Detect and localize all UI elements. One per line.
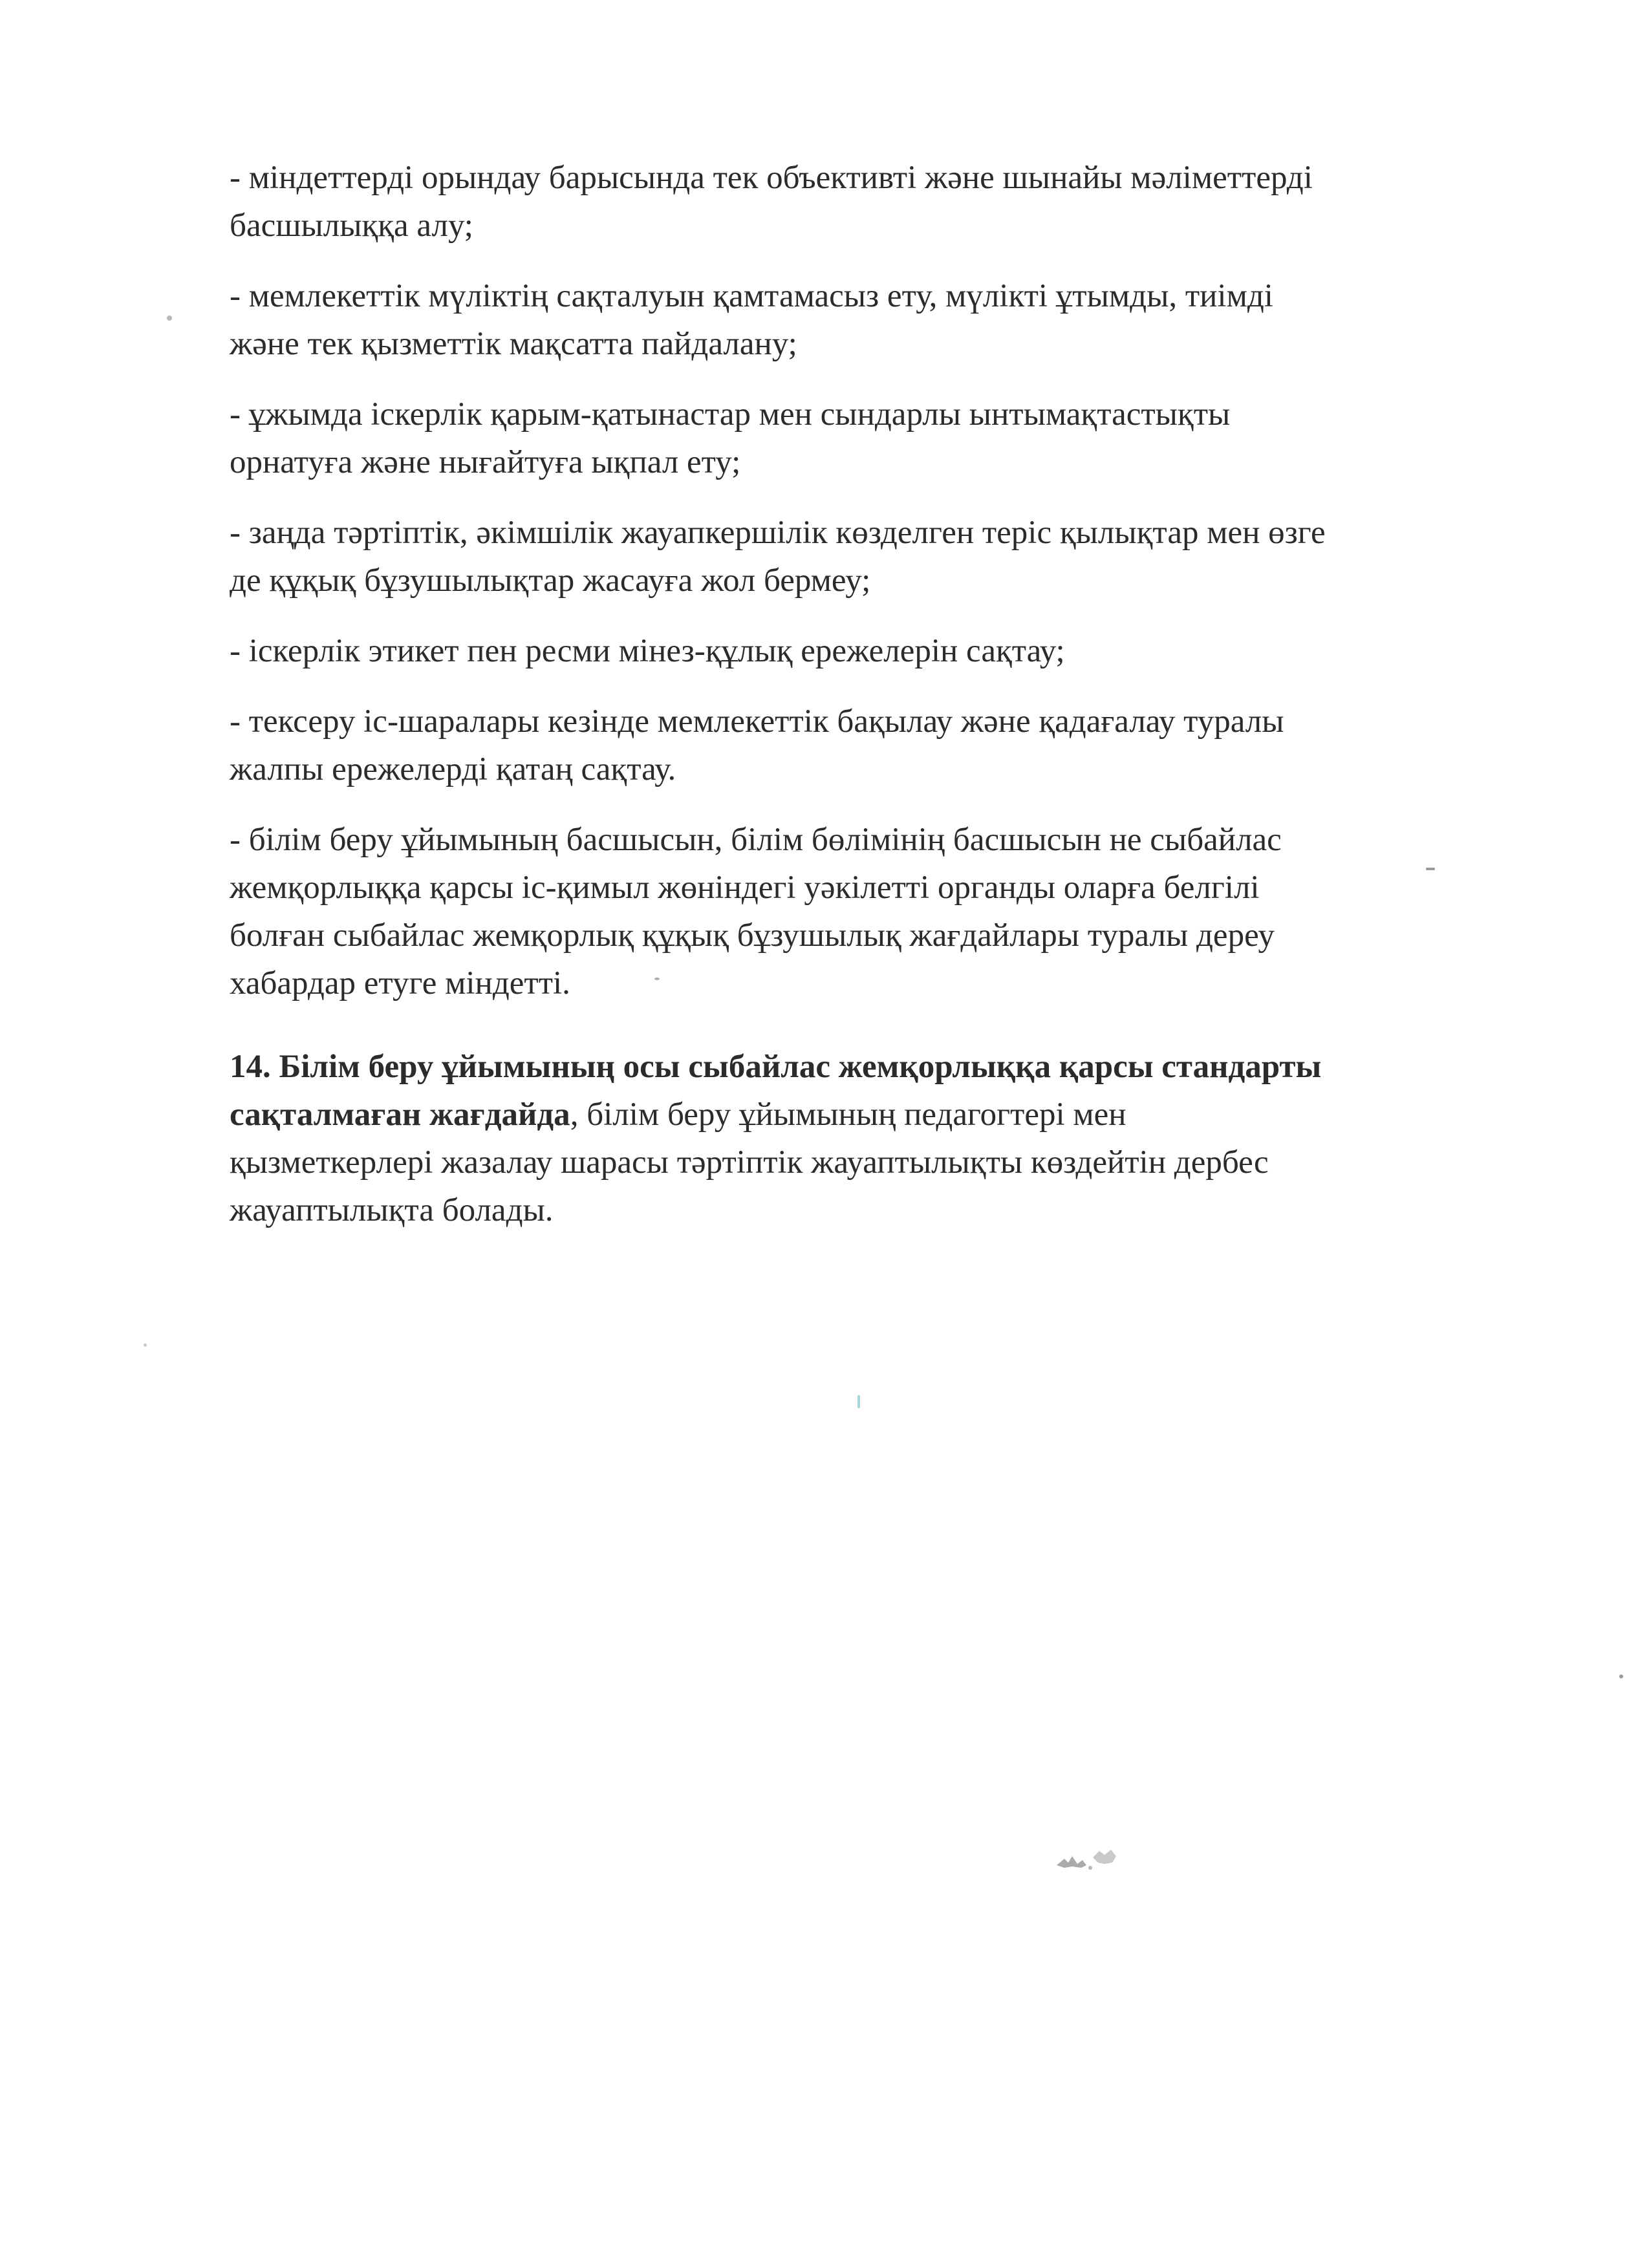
text-line: де құқық бұзушылықтар жасауға жол бермеу; xyxy=(230,562,871,599)
text-line: - мемлекеттік мүліктің сақталуын қамтамасыз ету, мүлікті ұтымды, тиімді xyxy=(230,278,1273,314)
text-line: жалпы ережелерді қатаң сақтау. xyxy=(230,751,676,787)
scan-speck xyxy=(654,978,660,980)
item-14-paragraph xyxy=(230,1043,1497,1234)
text-line: - міндеттерді орындау барысында тек объективті және шынайы мәліметтерді xyxy=(230,160,1313,196)
text-line: басшылыққа алу; xyxy=(230,208,473,244)
item-14-heading-continued: сақталмаған жағдайда xyxy=(230,1097,570,1133)
text-line xyxy=(230,1091,1497,1139)
obligation-paragraph-7 xyxy=(230,816,1497,1007)
obligation-paragraph-2 xyxy=(230,272,1497,368)
document-body xyxy=(230,154,1497,1257)
text-line: - ұжымда іскерлік қарым-қатынастар мен сындарлы ынтымақтастықты xyxy=(230,396,1231,433)
item-14-heading: 14. Білім беру ұйымының осы сыбайлас жемқорлыққа қарсы стандарты xyxy=(230,1049,1322,1085)
obligation-paragraph-4 xyxy=(230,509,1497,604)
item-14-text: , білім беру ұйымының педагогтері мен xyxy=(570,1097,1126,1133)
text-line: болған сыбайлас жемқорлық құқық бұзушылық жағдайлары туралы дереу xyxy=(230,917,1275,954)
scan-speck xyxy=(144,1343,147,1347)
scan-speck xyxy=(167,316,172,321)
scan-speck xyxy=(857,1395,860,1408)
text-line: - заңда тәртіптік, әкімшілік жауапкершілік көзделген теріс қылықтар мен өзге xyxy=(230,515,1326,551)
text-line: орнатуға және нығайтуға ықпал ету; xyxy=(230,444,741,480)
scan-speck xyxy=(1426,868,1435,870)
text-line: жауаптылықта болады. xyxy=(230,1192,554,1228)
text-line: - тексеру іс-шаралары кезінде мемлекеттік бақылау және қадағалау туралы xyxy=(230,703,1284,740)
text-line: хабардар етуге міндетті. xyxy=(230,965,570,1001)
text-line: қызметкерлері жазалау шарасы тәртіптік жауаптылықты көздейтін дербес xyxy=(230,1144,1269,1181)
scan-speck xyxy=(1619,1674,1623,1678)
text-line: жемқорлыққа қарсы іс-қимыл жөніндегі уәкілетті органды оларға белгілі xyxy=(230,870,1260,906)
obligation-paragraph-1 xyxy=(230,154,1497,250)
text-line: және тек қызметтік мақсатта пайдалану; xyxy=(230,326,797,362)
obligation-paragraph-6 xyxy=(230,698,1497,793)
text-line: - білім беру ұйымының басшысын, білім бөлімінің басшысын не сыбайлас xyxy=(230,822,1282,858)
scan-blot-mark xyxy=(1053,1846,1124,1872)
obligation-paragraph-3 xyxy=(230,390,1497,486)
obligation-paragraph-5 xyxy=(230,627,1497,675)
text-line: - іскерлік этикет пен ресми мінез-құлық ережелерін сақтау; xyxy=(230,633,1065,669)
